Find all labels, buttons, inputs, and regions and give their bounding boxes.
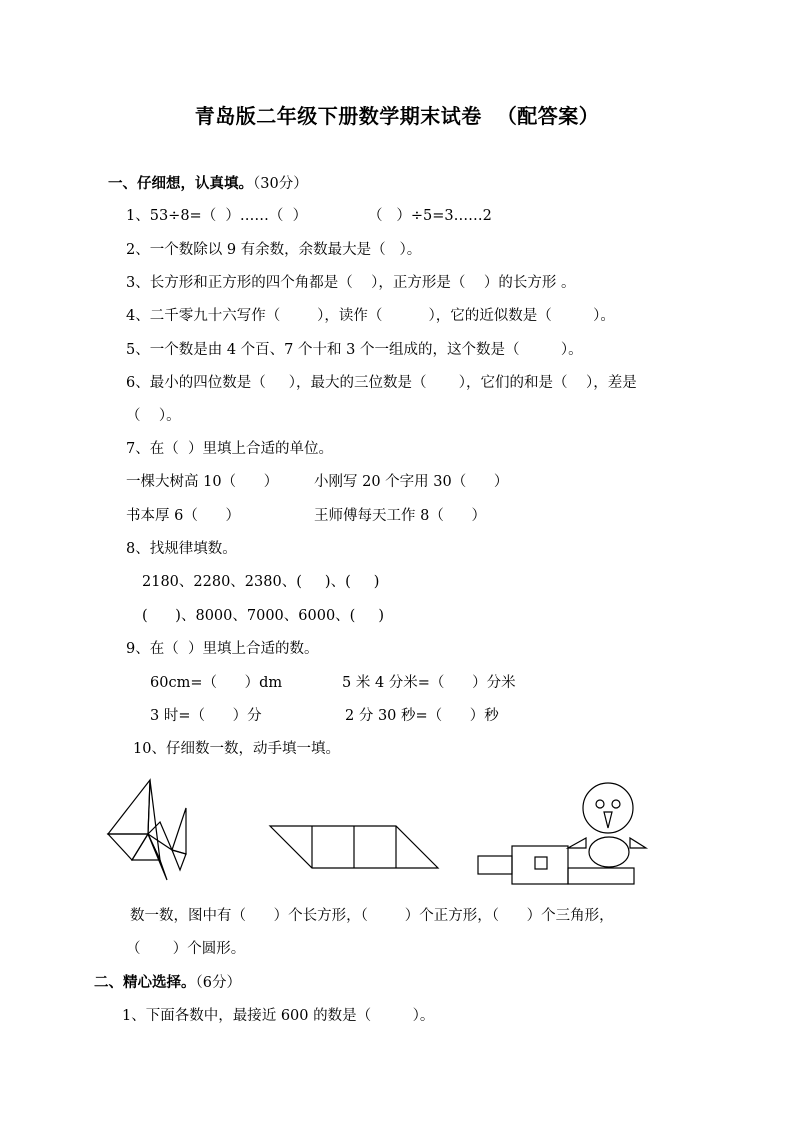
wing-triangle	[568, 838, 586, 848]
parallelogram-figure	[268, 822, 444, 872]
section-2-title: 二、精心选择。	[94, 974, 196, 991]
question-7-item-d: 王师傅每天工作 8（ ）	[314, 508, 486, 524]
question-8-item-a: 2180、2280、2380、( )、( )	[142, 574, 380, 590]
head-circle	[583, 783, 633, 833]
question-7: 7、在（ ）里填上合适的单位。	[126, 441, 333, 457]
question-6-line-2: （ ）。	[126, 408, 181, 424]
robot-figure	[474, 780, 644, 890]
question-10-answer-line-2: （ ）个圆形。	[126, 941, 246, 957]
triangle-shape	[132, 834, 160, 860]
base-rectangle	[568, 868, 634, 884]
section-1-title: 一、仔细想，认真填。	[108, 175, 253, 192]
box-rectangle	[512, 846, 568, 884]
question-9-item-b: 5 米 4 分米=（ ）分米	[342, 675, 516, 691]
triangle-shape	[108, 834, 148, 860]
question-10: 10、仔细数一数，动手填一填。	[133, 741, 340, 757]
arm-rectangle	[478, 856, 512, 874]
question-9: 9、在（ ）里填上合适的数。	[126, 641, 319, 657]
question-1b: （ ）÷5=3……2	[368, 208, 492, 224]
small-square	[535, 857, 547, 869]
question-9-item-a: 60cm=（ ）dm	[150, 675, 283, 691]
triangle-shape	[148, 822, 172, 850]
question-7-item-c: 书本厚 6（ ）	[126, 508, 240, 524]
question-4: 4、二千零九十六写作（ ），读作（ ），它的近似数是（ ）。	[126, 308, 615, 324]
question-7-item-b: 小刚写 20 个字用 30（ ）	[314, 474, 509, 490]
question-6-line-1: 6、最小的四位数是（ ），最大的三位数是（ ），它们的和是（ ），差是	[126, 375, 637, 391]
question-8: 8、找规律填数。	[126, 541, 237, 557]
question-7-item-a: 一棵大树高 10（ ）	[126, 474, 279, 490]
question-1a: 1、53÷8=（ ）……（ ）	[126, 208, 308, 224]
section-2-heading	[94, 973, 241, 993]
question-8-item-b: ( )、8000、7000、6000、( )	[142, 608, 385, 624]
question-9-item-c: 3 时=（ ）分	[150, 708, 262, 724]
triangle-figure	[100, 770, 200, 890]
question-3: 3、长方形和正方形的四个角都是（ ），正方形是（ ）的长方形 。	[126, 275, 576, 291]
eye-circle	[596, 800, 604, 808]
beak-triangle	[604, 812, 612, 828]
question-9-item-d: 2 分 30 秒=（ ）秒	[345, 708, 499, 724]
section-1-heading	[108, 174, 308, 194]
question-5: 5、一个数是由 4 个百、7 个十和 3 个一组成的，这个数是（ ）。	[126, 342, 583, 358]
section-2-question-1: 1、下面各数中，最接近 600 的数是（ ）。	[122, 1008, 435, 1024]
body-ellipse	[589, 837, 629, 867]
question-2: 2、一个数除以 9 有余数，余数最大是（ ）。	[126, 242, 422, 258]
triangle-shape	[172, 850, 186, 870]
triangle-shape	[108, 780, 150, 834]
question-10-answer-line-1: 数一数，图中有（ ）个长方形，（ ）个正方形，（ ）个三角形，	[130, 908, 614, 924]
section-2-points: （6分）	[195, 975, 241, 991]
wing-triangle	[630, 838, 646, 848]
eye-circle	[612, 800, 620, 808]
page-title: 青岛版二年级下册数学期末试卷 （配答案）	[194, 104, 600, 128]
section-1-points: （30分）	[253, 176, 308, 192]
triangle-shape	[172, 808, 186, 854]
